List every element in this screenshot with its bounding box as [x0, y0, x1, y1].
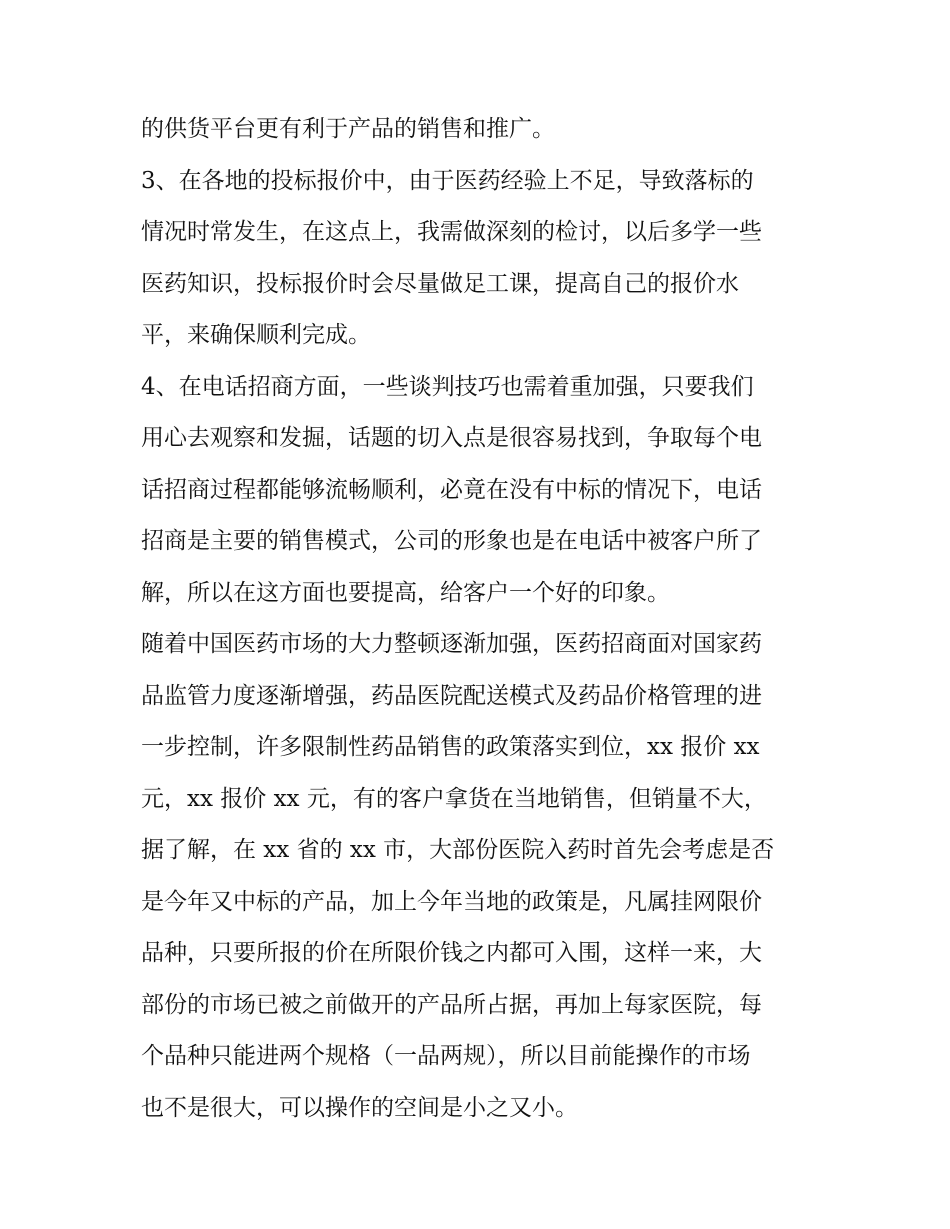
text-line: 品种，只要所报的价在所限价钱之内都可入围，这样一来，大 — [141, 940, 762, 966]
text-line: 元，xx 报价 xx 元，有的客户拿货在当地销售，但销量不大， — [141, 785, 767, 812]
text-line: 品监管力度逐渐增强，药品医院配送模式及药品价格管理的进 — [141, 682, 762, 709]
text-line: 的供货平台更有利于产品的销售和推广。 — [141, 116, 555, 142]
text-line: 也不是很大，可以操作的空间是小之又小。 — [141, 1094, 578, 1121]
text-line: 个品种只能进两个规格（一品两规），所以目前能操作的市场 — [141, 1043, 751, 1069]
text-line: 招商是主要的销售模式，公司的形象也是在电话中被客户所了 — [141, 528, 762, 554]
document-body — [141, 104, 821, 1134]
text-line: 部份的市场已被之前做开的产品所占据，再加上每家医院，每 — [141, 991, 762, 1018]
text-line: 随着中国医药市场的大力整顿逐渐加强，医药招商面对国家药 — [141, 631, 762, 657]
text-line: 据了解，在 xx 省的 xx 市，大部份医院入药时首先会考虑是否 — [141, 837, 775, 863]
text-line: 是今年又中标的产品，加上今年当地的政策是，凡属挂网限价 — [141, 888, 762, 915]
text-line: 解，所以在这方面也要提高，给客户一个好的印象。 — [141, 579, 670, 606]
text-line: 3、在各地的投标报价中，由于医药经验上不足，导致落标的 — [141, 167, 754, 194]
text-line: 情况时常发生，在这点上，我需做深刻的检讨，以后多学一些 — [141, 219, 762, 245]
text-line: 4、在电话招商方面，一些谈判技巧也需着重加强，只要我们 — [141, 373, 754, 400]
text-line: 一步控制，许多限制性药品销售的政策落实到位，xx 报价 xx — [141, 734, 760, 760]
text-line: 平，来确保顺利完成。 — [141, 322, 371, 348]
text-line: 话招商过程都能够流畅顺利，必竟在没有中标的情况下，电话 — [141, 476, 762, 503]
text-line: 用心去观察和发掘，话题的切入点是很容易找到，争取每个电 — [141, 425, 762, 451]
text-line: 医药知识，投标报价时会尽量做足工课，提高自己的报价水 — [141, 270, 739, 297]
